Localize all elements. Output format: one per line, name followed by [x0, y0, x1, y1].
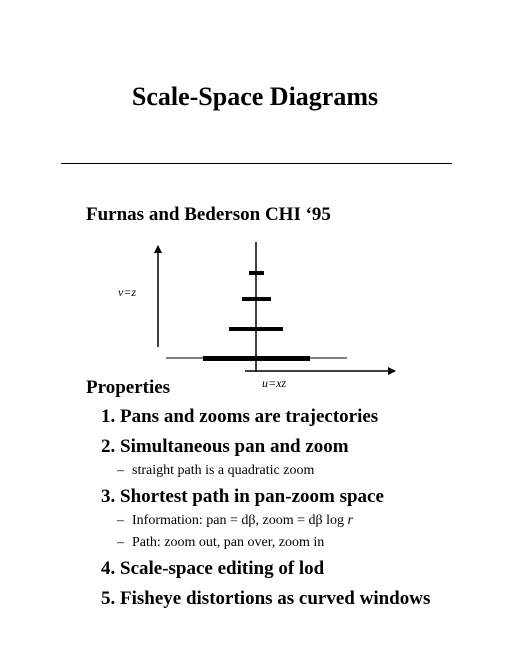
subitem-variable: r — [347, 513, 353, 528]
scale-bar-2 — [242, 297, 271, 301]
property-item: 3. Shortest path in pan-zoom space — [101, 486, 384, 507]
subitem-text: Path: zoom out, pan over, zoom in — [132, 535, 325, 550]
slide-title: Scale-Space Diagrams — [131, 82, 379, 111]
subitem-text: Information: pan = dβ, zoom = dβ log — [132, 513, 348, 528]
property-item: 4. Scale-space editing of lod — [101, 558, 325, 579]
property-item: 2. Simultaneous pan and zoom — [101, 436, 349, 457]
x-axis-label: u=xz — [262, 376, 287, 390]
slide-subtitle: Furnas and Bederson CHI ‘95 — [86, 204, 331, 225]
property-subitem — [117, 535, 324, 551]
bullet-dash: – — [117, 463, 124, 478]
subitem-text: straight path is a quadratic zoom — [132, 463, 315, 478]
scale-bar-4 — [203, 356, 310, 361]
y-axis-label: v=z — [118, 285, 137, 299]
property-subitem — [117, 513, 353, 529]
bullet-dash: – — [117, 535, 124, 550]
properties-heading: Properties — [86, 377, 171, 398]
scale-bar-1 — [249, 271, 264, 275]
bullet-dash: – — [117, 513, 124, 528]
property-item: 5. Fisheye distortions as curved windows — [101, 588, 431, 609]
property-item: 1. Pans and zooms are trajectories — [101, 406, 379, 427]
scale-bar-3 — [229, 327, 283, 331]
property-subitem — [117, 463, 314, 479]
